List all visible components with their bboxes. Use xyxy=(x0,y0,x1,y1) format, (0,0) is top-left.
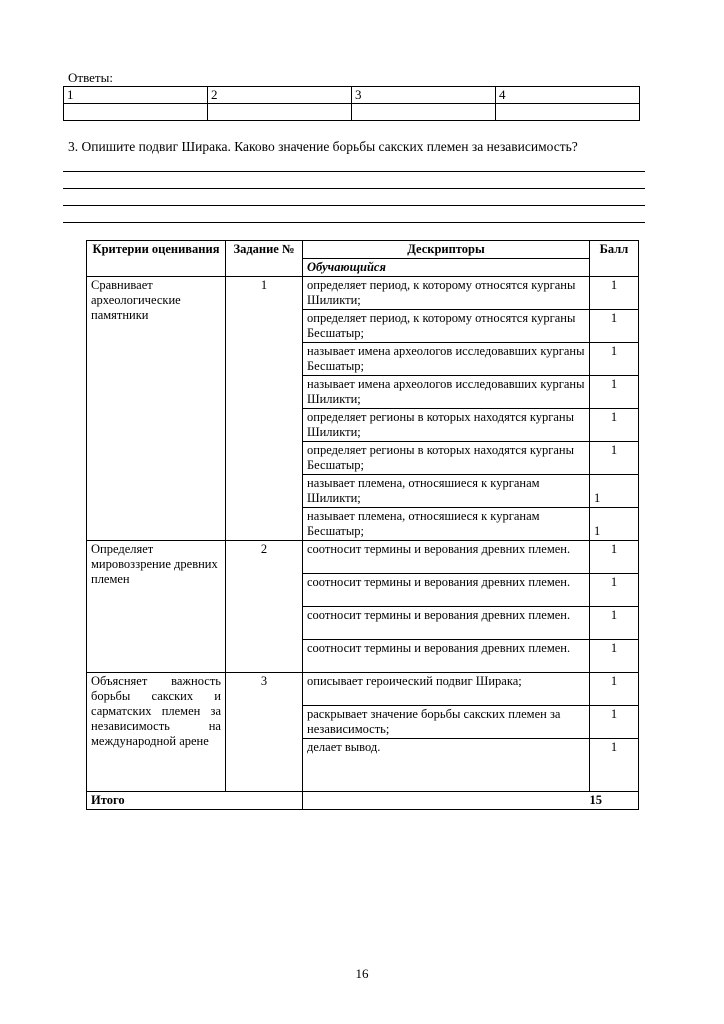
header-task: Задание № xyxy=(226,241,303,277)
score: 1 xyxy=(590,541,639,574)
page-number: 16 xyxy=(355,966,369,981)
total-row xyxy=(87,792,639,810)
answer-cell-4[interactable] xyxy=(496,104,640,121)
answer-cell-2[interactable] xyxy=(208,104,352,121)
score: 1 xyxy=(590,607,639,640)
answers-col-4: 4 xyxy=(496,87,640,104)
score: 1 xyxy=(590,442,639,475)
answer-line[interactable] xyxy=(63,171,645,172)
score: 1 xyxy=(590,343,639,376)
descriptor: определяет период, к которому относятся курганы Бесшатыр; xyxy=(303,310,590,343)
question-3: 3. Опишите подвиг Ширака. Каково значение борьбы сакских племен за независимость? xyxy=(68,139,578,154)
descriptor: соотносит термины и верования древних племен. xyxy=(303,640,590,673)
task-number: 3 xyxy=(226,673,303,792)
answers-table xyxy=(63,86,640,121)
answers-col-1: 1 xyxy=(64,87,208,104)
score: 1 xyxy=(590,376,639,409)
score: 1 xyxy=(590,409,639,442)
answers-blank-row xyxy=(64,104,640,121)
answers-col-2: 2 xyxy=(208,87,352,104)
header-learner: Обучающийся xyxy=(303,259,590,277)
criterion-cell: Определяет мировоззрение древних племен xyxy=(87,541,226,673)
header-descriptors: Дескрипторы xyxy=(303,241,590,259)
rubric-header-row xyxy=(87,241,639,259)
answers-header-row xyxy=(64,87,640,104)
score: 1 xyxy=(590,508,639,541)
score: 1 xyxy=(590,310,639,343)
table-row xyxy=(87,673,639,706)
descriptor: называет племена, относяшиеся к курганам Бесшатыр; xyxy=(303,508,590,541)
criterion-cell: Сравнивает археологические памятники xyxy=(87,277,226,541)
descriptor: описывает героический подвиг Ширака; xyxy=(303,673,590,706)
answers-col-3: 3 xyxy=(352,87,496,104)
score: 1 xyxy=(590,640,639,673)
score: 1 xyxy=(590,475,639,508)
descriptor: называет племена, относяшиеся к курганам Шиликти; xyxy=(303,475,590,508)
score: 1 xyxy=(590,277,639,310)
table-row xyxy=(87,277,639,310)
score: 1 xyxy=(590,706,639,739)
answers-label: Ответы: xyxy=(68,70,113,85)
score: 1 xyxy=(590,739,639,792)
task-number: 2 xyxy=(226,541,303,673)
table-row xyxy=(87,541,639,574)
score: 1 xyxy=(590,574,639,607)
rubric-table xyxy=(86,240,639,810)
descriptor: соотносит термины и верования древних племен. xyxy=(303,607,590,640)
score: 1 xyxy=(590,673,639,706)
answer-line[interactable] xyxy=(63,188,645,189)
total-label: Итого xyxy=(87,792,303,810)
header-score: Балл xyxy=(590,241,639,277)
descriptor: соотносит термины и верования древних племен. xyxy=(303,574,590,607)
descriptor: делает вывод. xyxy=(303,739,590,792)
answer-cell-3[interactable] xyxy=(352,104,496,121)
answer-line[interactable] xyxy=(63,222,645,223)
criterion-cell: Объясняет важность борьбы сакских и сарматских племен за независимость на международной арене xyxy=(87,673,226,792)
descriptor: называет имена археологов исследовавших курганы Шиликти; xyxy=(303,376,590,409)
answer-cell-1[interactable] xyxy=(64,104,208,121)
task-number: 1 xyxy=(226,277,303,541)
descriptor: определяет период, к которому относятся курганы Шиликти; xyxy=(303,277,590,310)
total-value: 15 xyxy=(303,792,639,810)
descriptor: называет имена археологов исследовавших курганы Бесшатыр; xyxy=(303,343,590,376)
answer-line[interactable] xyxy=(63,205,645,206)
header-criteria: Критерии оценивания xyxy=(87,241,226,277)
descriptor: раскрывает значение борьбы сакских племен за независимость; xyxy=(303,706,590,739)
descriptor: определяет регионы в которых находятся курганы Шиликти; xyxy=(303,409,590,442)
descriptor: определяет регионы в которых находятся курганы Бесшатыр; xyxy=(303,442,590,475)
descriptor: соотносит термины и верования древних племен. xyxy=(303,541,590,574)
